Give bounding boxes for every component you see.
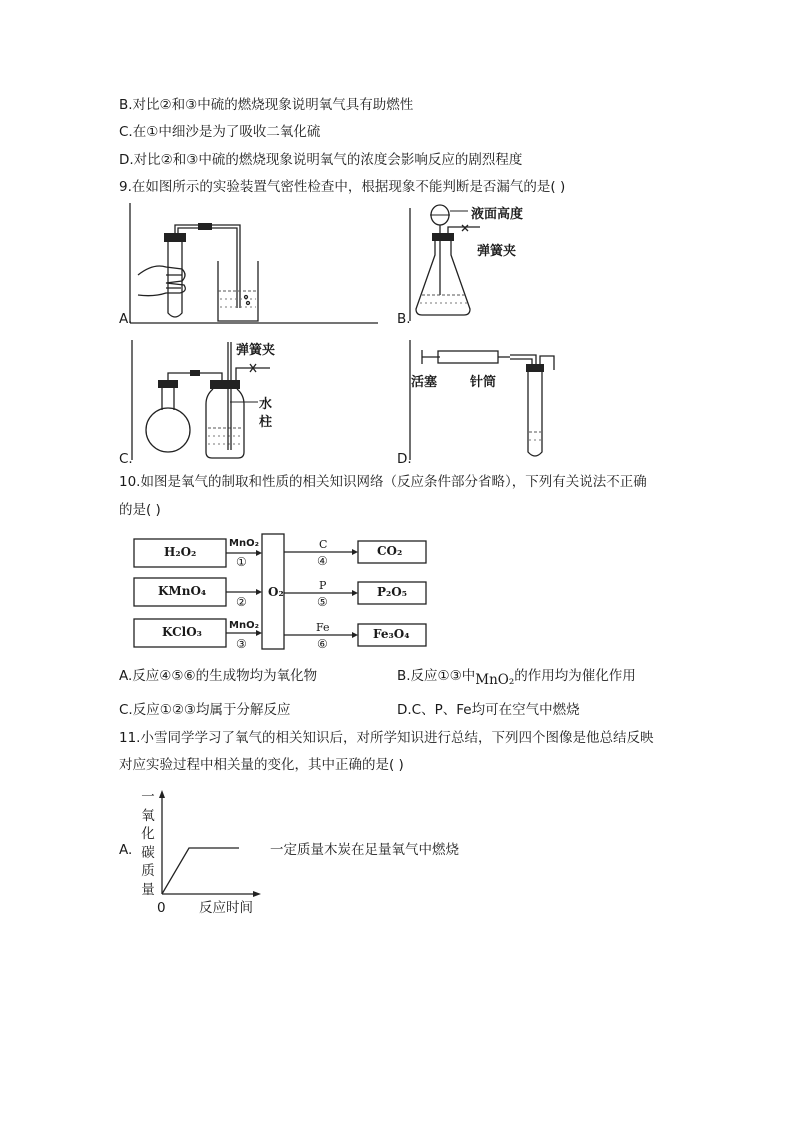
q10-num-5: ⑤ xyxy=(317,595,328,609)
q10-num-1: ① xyxy=(236,555,247,569)
q11-stem-line-1: 11.小雪同学学习了氧气的相关知识后，对所学知识进行总结，下列四个图像是他总结反映 xyxy=(119,730,654,746)
q10-stem-line-1: 10.如图是氧气的制取和性质的相关知识网络（反应条件部分省略），下列有关说法不正确 xyxy=(119,474,647,490)
q10-num-4: ④ xyxy=(317,554,328,568)
q10-option-a: A.反应④⑤⑥的生成物均为氧化物 xyxy=(119,668,318,684)
q9-stem: 9.在如图所示的实验装置气密性检查中，根据现象不能判断是否漏气的是( ) xyxy=(119,179,566,195)
q10-option-b-chem: MnO₂ xyxy=(475,672,515,688)
q10-option-b-pre: B.反应①③中 xyxy=(397,668,476,684)
q11-y-char: 碳 xyxy=(141,844,155,861)
q11-graph-a xyxy=(155,790,265,900)
q10-num-3: ③ xyxy=(236,637,247,651)
q9-label-d: D. xyxy=(397,451,412,467)
q10-reactant-fe: Fe xyxy=(316,621,330,634)
q9-fig-d-barrel: 针筒 xyxy=(470,375,497,390)
q10-box-o2: O₂ xyxy=(268,585,284,599)
q11-stem-line-2: 对应实验过程中相关量的变化，其中正确的是( ) xyxy=(119,757,404,773)
q8-option-d: D.对比②和③中硫的燃烧现象说明氧气的浓度会影响反应的剧烈程度 xyxy=(119,152,523,168)
q10-box-co2: CO₂ xyxy=(377,544,403,558)
q9-label-c: C. xyxy=(119,451,133,467)
q9-fig-c-water-1: 水 xyxy=(259,397,273,412)
q10-catalyst-3: MnO₂ xyxy=(229,620,259,631)
q9-fig-d-piston: 活塞 xyxy=(411,375,438,390)
q10-num-2: ② xyxy=(236,595,247,609)
q8-option-b: B.对比②和③中硫的燃烧现象说明氧气具有助燃性 xyxy=(119,97,414,113)
q10-reactant-p: P xyxy=(319,579,327,592)
q10-box-p2o5: P₂O₅ xyxy=(377,585,407,599)
q9-fig-c-water-2: 柱 xyxy=(259,415,273,430)
q10-box-fe3o4: Fe₃O₄ xyxy=(373,627,410,641)
q9-figure-d xyxy=(410,340,570,465)
q9-fig-b-liquid-level: 液面高度 xyxy=(471,207,524,222)
q11-y-char: 一 xyxy=(141,789,155,805)
q11-y-char: 化 xyxy=(141,826,155,842)
q9-figure-a xyxy=(118,203,378,328)
q10-option-b xyxy=(397,667,636,688)
q10-option-b-post: 的作用均为催化作用 xyxy=(514,668,636,684)
q9-label-b: B. xyxy=(397,311,411,327)
q11-label-a: A. xyxy=(119,842,133,858)
q11-caption-a: 一定质量木炭在足量氧气中燃烧 xyxy=(270,842,459,858)
q10-catalyst-1: MnO₂ xyxy=(229,538,259,549)
q10-box-kmno4: KMnO₄ xyxy=(158,584,207,598)
q10-option-d: D.C、P、Fe均可在空气中燃烧 xyxy=(397,702,580,718)
q11-y-char: 氧 xyxy=(141,807,155,824)
q11-y-char: 量 xyxy=(141,881,155,898)
q10-option-c: C.反应①②③均属于分解反应 xyxy=(119,702,291,718)
q11-origin: 0 xyxy=(157,900,166,916)
q11-y-char: 质 xyxy=(141,863,155,879)
q9-label-a: A. xyxy=(119,311,133,327)
q10-reactant-c: C xyxy=(319,538,328,551)
q10-stem-line-2: 的是( ) xyxy=(119,502,161,518)
q10-num-6: ⑥ xyxy=(317,637,328,651)
q9-fig-b-clamp: 弹簧夹 xyxy=(477,244,517,259)
q10-box-kclo3: KClO₃ xyxy=(162,625,202,639)
q10-box-h2o2: H₂O₂ xyxy=(164,545,197,559)
q9-fig-c-clamp: 弹簧夹 xyxy=(236,343,276,358)
q11-x-label: 反应时间 xyxy=(199,900,253,916)
q8-option-c: C.在①中细沙是为了吸收二氧化硫 xyxy=(119,124,321,140)
q11-y-label xyxy=(140,788,156,899)
